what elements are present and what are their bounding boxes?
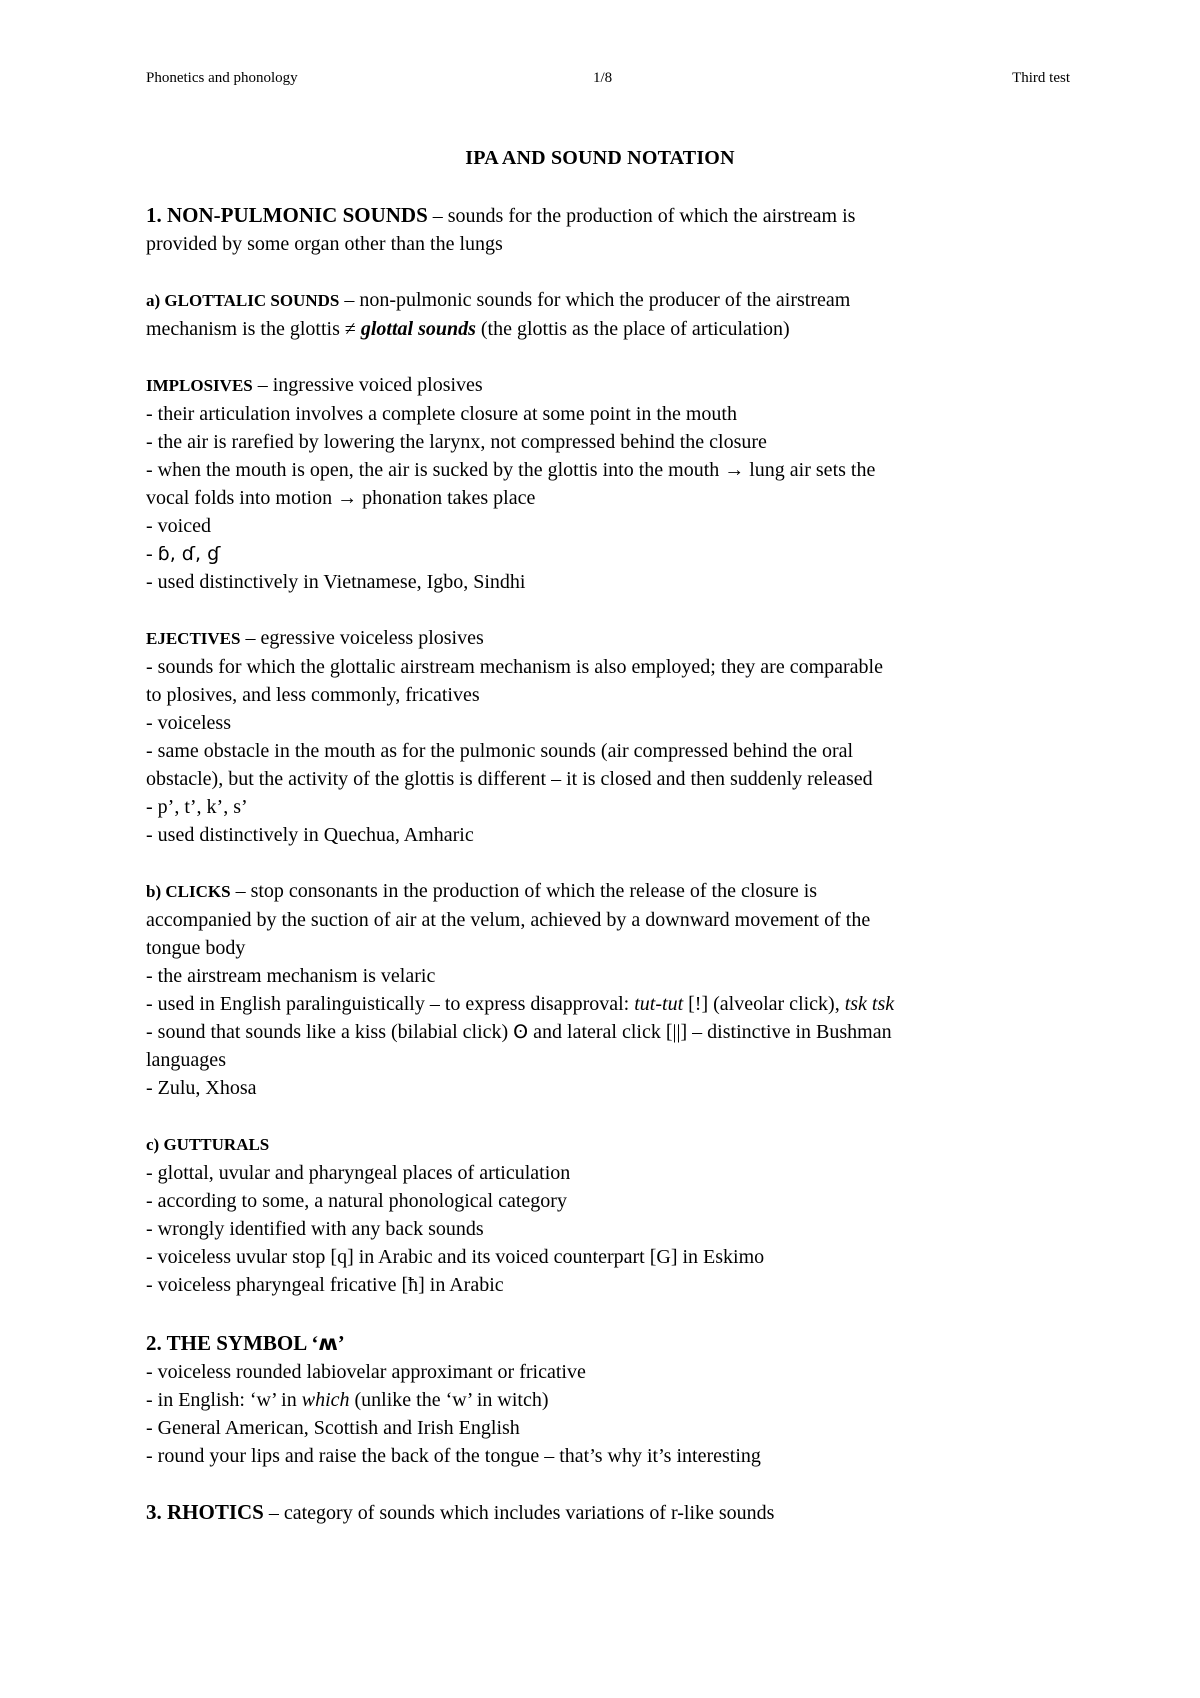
list-item: - sounds for which the glottalic airstream mechanism is also employed; they are comparable — [146, 656, 883, 678]
list-item: - glottal, uvular and pharyngeal places of articulation — [146, 1162, 571, 1184]
page-title: IPA AND SOUND NOTATION — [465, 147, 735, 169]
list-item: languages — [146, 1049, 226, 1071]
list-item: - p’, t’, k’, s’ — [146, 796, 248, 818]
list-item: - General American, Scottish and Irish English — [146, 1417, 520, 1439]
list-item: - ɓ, ɗ, ɠ — [146, 543, 221, 565]
ejectives-line: EJECTIVES – egressive voiceless plosives — [146, 627, 484, 649]
glottal-sounds-term: glottal sounds — [360, 318, 476, 340]
implosive-symbols: ɓ, ɗ, ɠ — [157, 543, 221, 565]
glottalic-line-1 — [146, 286, 1076, 315]
glottalic-line-2: mechanism is the glottis ≠ glottal sounds (the glottis as the place of articulation) — [146, 318, 790, 340]
clicks-line-3: tongue body — [146, 937, 246, 959]
list-item: - Zulu, Xhosa — [146, 1077, 257, 1099]
section-1-line-1 — [146, 201, 1076, 230]
list-item: - used distinctively in Quechua, Amharic — [146, 824, 474, 846]
list-item: - voiceless uvular stop [q] in Arabic and its voiced counterpart [G] in Eskimo — [146, 1246, 765, 1268]
list-item: - used distinctively in Vietnamese, Igbo, Sindhi — [146, 571, 526, 593]
list-item: - voiceless — [146, 712, 231, 734]
wh-symbol: ʍ — [318, 1331, 338, 1355]
list-item: vocal folds into motion → phonation takes place — [146, 487, 536, 509]
clicks-line-2: accompanied by the suction of air at the velum, achieved by a downward movement of the — [146, 909, 871, 931]
ejectives-heading: EJECTIVES — [146, 629, 241, 648]
page-number: 1/8 — [593, 70, 613, 86]
clicks-heading: b) CLICKS — [146, 882, 231, 901]
tut-tut-term: tut-tut — [634, 993, 684, 1015]
list-item: - voiceless rounded labiovelar approximant or fricative — [146, 1361, 586, 1383]
list-item: - voiced — [146, 515, 211, 537]
header-right: Third test — [1012, 70, 1070, 86]
list-item: - in English: ‘w’ in which (unlike the ‘w’ in witch) — [146, 1389, 549, 1411]
list-item: - the airstream mechanism is velaric — [146, 965, 436, 987]
section-3-heading: 3. RHOTICS — [146, 1500, 264, 1524]
list-item: - when the mouth is open, the air is sucked by the glottis into the mouth → lung air sets the — [146, 459, 876, 481]
list-item: - their articulation involves a complete closure at some point in the mouth — [146, 403, 737, 425]
list-item: obstacle), but the activity of the glottis is different – it is closed and then suddenly released — [146, 768, 873, 790]
list-item: - voiceless pharyngeal fricative [ħ] in Arabic — [146, 1274, 504, 1296]
tsk-tsk-term: tsk tsk — [844, 993, 895, 1015]
list-item: - sound that sounds like a kiss (bilabial click) ʘ and lateral click [||] – distinctive in Bushman — [146, 1021, 892, 1043]
section-1-definition: – sounds for the production of which the airstream is — [427, 205, 856, 227]
bilabial-click-symbol: ʘ — [513, 1021, 529, 1043]
implosives-heading: IMPLOSIVES — [146, 376, 253, 395]
list-item: - wrongly identified with any back sounds — [146, 1218, 484, 1240]
which-term: which — [301, 1389, 350, 1411]
list-item: to plosives, and less commonly, fricatives — [146, 684, 480, 706]
implosives-line: IMPLOSIVES – ingressive voiced plosives — [146, 374, 483, 396]
section-2-heading: 2. THE SYMBOL ‘ʍ’ — [146, 1331, 345, 1355]
header-left: Phonetics and phonology — [146, 70, 298, 86]
document-body — [146, 201, 1076, 1527]
section-3-line: 3. RHOTICS – category of sounds which includes variations of r-like sounds — [146, 1500, 775, 1524]
section-1-line-2: provided by some organ other than the lungs — [146, 233, 503, 255]
section-1-heading: 1. NON-PULMONIC SOUNDS — [146, 203, 428, 227]
glottalic-definition: – non-pulmonic sounds for which the producer of the airstream — [339, 289, 851, 311]
list-item: - the air is rarefied by lowering the larynx, not compressed behind the closure — [146, 431, 767, 453]
list-item: - used in English paralinguistically – to express disapproval: tut-tut [!] (alveolar click), tsk tsk — [146, 993, 895, 1015]
list-item: - round your lips and raise the back of the tongue – that’s why it’s interesting — [146, 1445, 761, 1467]
list-item: - same obstacle in the mouth as for the pulmonic sounds (air compressed behind the oral — [146, 740, 854, 762]
clicks-line-1: b) CLICKS – stop consonants in the production of which the release of the closure is — [146, 880, 818, 902]
list-item: - according to some, a natural phonological category — [146, 1190, 567, 1212]
glottalic-heading: a) GLOTTALIC SOUNDS — [146, 291, 340, 310]
gutturals-heading: c) GUTTURALS — [146, 1135, 270, 1154]
